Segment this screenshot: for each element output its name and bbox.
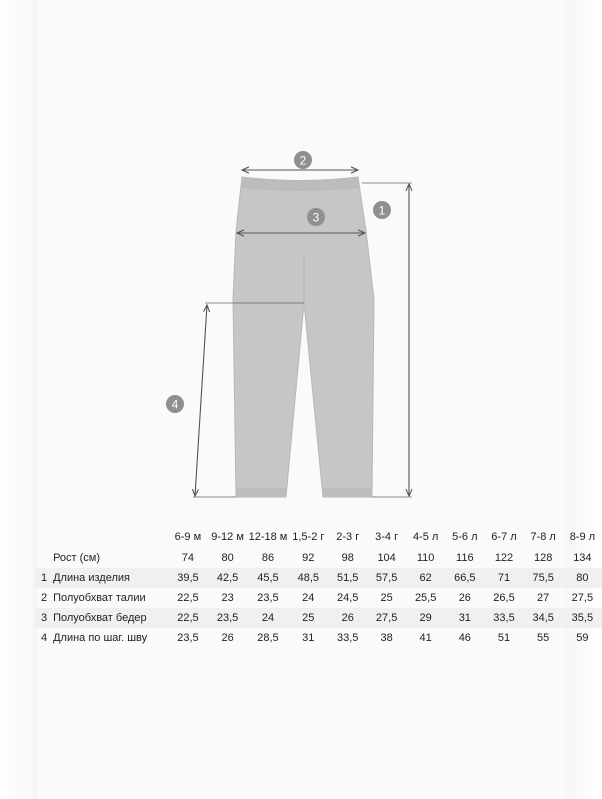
- row-number: [34, 548, 53, 568]
- table-cell: 66,5: [445, 568, 484, 588]
- table-cell: 42,5: [208, 568, 248, 588]
- table-cell: 26: [221, 632, 234, 644]
- table-cell: 24: [248, 608, 289, 628]
- table-cell: 25,5: [414, 592, 437, 604]
- size-header: 6-7 л: [491, 531, 517, 543]
- row-label: Рост (см): [53, 552, 101, 564]
- table-cell: 86: [261, 552, 275, 564]
- table-row: [34, 568, 602, 588]
- table-cell: 80: [563, 568, 602, 588]
- table-cell: 23,5: [177, 632, 199, 644]
- table-cell: 48,5: [288, 568, 328, 588]
- table-cell: 71: [484, 568, 523, 588]
- row-label: Полуобхват бедер: [53, 608, 168, 628]
- table-cell: 38: [380, 632, 393, 644]
- svg-text:4: 4: [171, 397, 179, 412]
- marker-2: [294, 151, 312, 169]
- table-cell: 35,5: [563, 608, 602, 628]
- table-cell: 34,5: [524, 608, 563, 628]
- table-cell: 75,5: [524, 568, 563, 588]
- row-number: 4: [40, 632, 48, 644]
- table-cell: 104: [377, 552, 396, 564]
- table-cell: 25: [288, 608, 328, 628]
- table-cell: 98: [341, 552, 354, 564]
- table-cell: 92: [302, 552, 315, 564]
- table-cell: 57,5: [367, 568, 406, 588]
- svg-text:2: 2: [299, 153, 307, 168]
- table-cell: 23,5: [257, 592, 279, 604]
- size-header: 7-8 л: [530, 531, 556, 543]
- size-table: [34, 526, 602, 648]
- table-cell: 122: [494, 552, 514, 564]
- table-cell: 26: [328, 608, 367, 628]
- size-header: 4-5 л: [412, 531, 439, 543]
- inseam-measure-line: [195, 305, 207, 496]
- size-header: 1,5-2 г: [292, 531, 325, 543]
- table-row: [34, 588, 602, 608]
- table-cell: 28,5: [257, 632, 279, 644]
- size-header: 3-4 г: [375, 531, 399, 543]
- table-cell: 62: [406, 568, 445, 588]
- table-cell: 59: [576, 632, 589, 644]
- svg-text:1: 1: [378, 203, 386, 218]
- size-header: 6-9 м: [174, 531, 202, 543]
- table-cell: 80: [221, 552, 234, 564]
- table-cell: 27,5: [571, 592, 594, 604]
- table-cell: 55: [537, 632, 550, 644]
- table-cell: 26: [458, 592, 471, 604]
- svg-text:3: 3: [312, 210, 320, 225]
- row-number: 2: [40, 592, 48, 604]
- table-cell: 22,5: [168, 608, 207, 628]
- size-header: 2-3 г: [336, 531, 360, 543]
- row-number: 1: [34, 568, 53, 588]
- table-cell: 128: [533, 552, 553, 564]
- table-cell: 51,5: [328, 568, 367, 588]
- table-cell: 22,5: [177, 592, 199, 604]
- table-cell: 45,5: [248, 568, 289, 588]
- table-cell: 116: [456, 552, 474, 564]
- table-row: [34, 608, 602, 628]
- marker-1: [373, 201, 391, 219]
- table-cell: 27,5: [367, 608, 406, 628]
- leggings-silhouette: [233, 177, 374, 497]
- table-cell: 26,5: [493, 592, 515, 604]
- table-cell: 51: [497, 632, 511, 644]
- table-cell: 110: [416, 552, 435, 564]
- row-label: Длина изделия: [53, 568, 168, 588]
- table-cell: 29: [406, 608, 445, 628]
- marker-3: [307, 208, 325, 226]
- table-row: [34, 548, 602, 568]
- row-label: Длина по шаг. шву: [53, 632, 148, 644]
- size-header: 9-12 м: [211, 531, 244, 543]
- table-cell: 33,5: [337, 632, 359, 644]
- table-cell: 33,5: [484, 608, 523, 628]
- size-header: 12-18 м: [248, 531, 288, 543]
- table-cell: 74: [181, 552, 195, 564]
- table-cell: 24: [302, 592, 315, 604]
- table-cell: 134: [573, 552, 592, 564]
- table-cell: 23,5: [208, 608, 248, 628]
- table-cell: 24,5: [337, 592, 359, 604]
- table-cell: 23: [221, 592, 234, 604]
- table-cell: 41: [419, 632, 432, 644]
- size-header-row: [34, 526, 602, 548]
- row-number: 3: [34, 608, 53, 628]
- row-label: Полуобхват талии: [53, 592, 146, 604]
- table-cell: 31: [302, 632, 315, 644]
- table-cell: 46: [458, 632, 471, 644]
- size-header: 8-9 л: [569, 531, 596, 543]
- table-row: [34, 628, 602, 648]
- table-cell: 39,5: [168, 568, 207, 588]
- marker-4: [166, 395, 184, 413]
- table-cell: 27: [537, 592, 550, 604]
- table-cell: 31: [445, 608, 484, 628]
- size-header: 5-6 л: [452, 531, 478, 543]
- table-cell: 25: [380, 592, 393, 604]
